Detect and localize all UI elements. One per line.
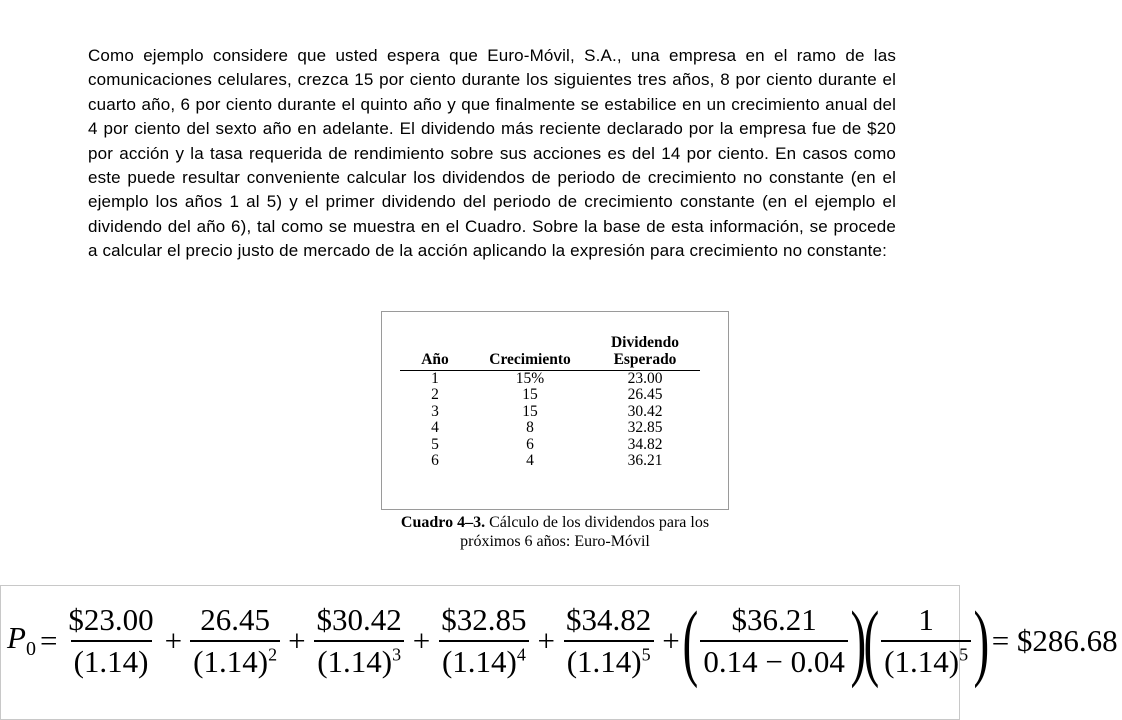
plus-sign: + xyxy=(412,623,431,658)
dividend-table xyxy=(400,334,700,469)
plus-sign: + xyxy=(164,623,183,658)
cell-growth: 6 xyxy=(526,435,534,453)
terminal-value-fraction: $\frac{\$36.21}{0.14 - 0.04}$ xyxy=(700,602,847,680)
table-row xyxy=(400,453,700,469)
cell-dividend: 32.85 xyxy=(627,419,663,437)
header-dividend xyxy=(590,334,700,371)
cell-growth: 15 xyxy=(522,386,538,404)
caption-text-line2: próximos 6 años: Euro-Móvil xyxy=(460,533,650,550)
fraction-term-4: $\frac{\$32.85}{(1.14)^4}$ xyxy=(438,602,529,680)
caption-label: Cuadro 4–3. xyxy=(400,514,486,531)
cell-year: 4 xyxy=(431,419,439,437)
left-paren: ( xyxy=(682,593,698,689)
cell-dividend: 23.00 xyxy=(627,370,663,387)
cell-growth: 4 xyxy=(526,452,534,470)
table-row xyxy=(400,371,700,388)
plus-sign: + xyxy=(537,623,556,658)
cell-growth: 15 xyxy=(522,402,538,420)
table-caption xyxy=(381,513,729,551)
table-header-row xyxy=(400,334,700,371)
equals-sign: = xyxy=(39,623,58,658)
formula-lhs: $P_0$ xyxy=(7,620,36,661)
left-paren: ( xyxy=(862,593,879,689)
cell-growth: 8 xyxy=(526,419,534,437)
fraction-term-2: $\frac{26.45}{(1.14)^2}$ xyxy=(190,602,280,680)
right-paren: ) xyxy=(973,593,990,689)
body-paragraph: Como ejemplo considere que usted espera que Euro-Móvil, S.A., una empresa en el ramo de las comunicaciones celulares, crezca 15 por ciento durante los siguientes tres años, 8 por ciento durante el cuarto año, 6 por ciento durante el quinto año y que finalmente se estabilice en un crecimiento anual del 4 por ciento del sexto año en adelante. El dividendo más reciente declarado por la empresa fue de $20 por acción y la tasa requerida de rendimiento sobre sus acciones es del 14 por ciento. En casos como este puede resultar conveniente calcular los dividendos de periodo de crecimiento no constante (en el ejemplo los años 1 al 5) y el primer dividendo del periodo de crecimiento constante (en el ejemplo el dividendo del año 6), tal como se muestra en el Cuadro. Sobre la base de esta información, se procede a calcular el precio justo de mercado de la acción aplicando la expresión para crecimiento no constante: xyxy=(88,46,896,261)
fraction-term-1: $\frac{\$23.00}{(1.14)}$ xyxy=(68,602,154,679)
formula-result: = $286.68 xyxy=(991,623,1118,658)
table-row xyxy=(400,387,700,403)
table-row xyxy=(400,420,700,436)
discount-fraction: $\frac{1}{(1.14)^5}$ xyxy=(881,602,971,680)
fraction-term-5: $\frac{\$34.82}{(1.14)^5}$ xyxy=(563,602,654,680)
header-dividend-line1: Dividendo xyxy=(610,334,680,351)
cell-year: 1 xyxy=(431,370,439,387)
header-year: Año xyxy=(400,334,470,371)
right-paren: ) xyxy=(850,593,867,689)
caption-text-line1: Cálculo de los dividendos para los xyxy=(485,514,710,531)
table-row xyxy=(400,404,700,420)
cell-dividend: 26.45 xyxy=(627,386,663,404)
cell-year: 3 xyxy=(431,402,439,420)
cell-dividend: 36.21 xyxy=(627,452,663,470)
cell-dividend: 30.42 xyxy=(627,402,663,420)
header-growth: Crecimiento xyxy=(470,334,590,371)
cell-growth: 15% xyxy=(515,370,545,387)
price-formula xyxy=(7,593,1122,689)
table-row xyxy=(400,437,700,453)
plus-sign: + xyxy=(662,623,680,658)
cell-year: 2 xyxy=(431,386,439,404)
cell-dividend: 34.82 xyxy=(627,435,663,453)
cell-year: 5 xyxy=(431,435,439,453)
header-dividend-line2: Esperado xyxy=(613,351,677,368)
plus-sign: + xyxy=(288,623,306,658)
cell-year: 6 xyxy=(431,452,439,470)
formula-box xyxy=(0,585,1118,720)
dividend-table-box xyxy=(381,311,729,510)
fraction-term-3: $\frac{\$30.42}{(1.14)^3}$ xyxy=(314,602,405,680)
